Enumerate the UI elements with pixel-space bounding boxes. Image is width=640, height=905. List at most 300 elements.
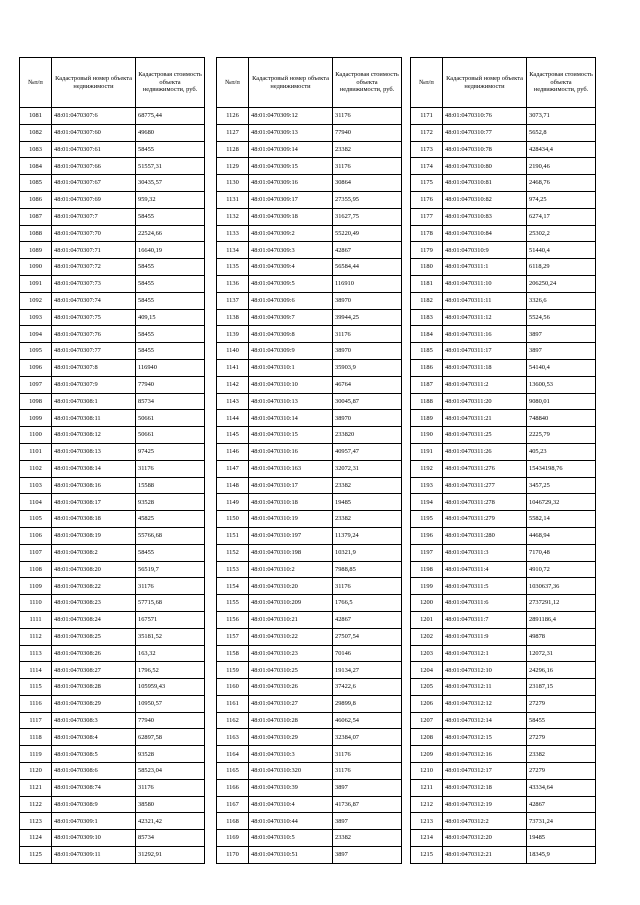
cadastral-number: 48:01:0470307:67 <box>52 175 136 192</box>
cadastral-number: 48:01:0470310:26 <box>249 679 333 696</box>
cadastral-number: 48:01:0470311:21 <box>443 410 527 427</box>
header-cadastral-value: Кадастровая стоимость объекта недвижимости, руб. <box>333 58 402 108</box>
table-row <box>411 763 596 780</box>
cadastral-number: 48:01:0470308:22 <box>52 578 136 595</box>
cadastral-number: 48:01:0470312:17 <box>443 763 527 780</box>
table-row <box>217 712 402 729</box>
table-row <box>20 679 205 696</box>
table-header-row <box>217 58 402 108</box>
cadastral-number: 48:01:0470311:16 <box>443 326 527 343</box>
table-row <box>20 124 205 141</box>
cadastral-value: 77940 <box>333 124 402 141</box>
cadastral-value: 23382 <box>333 511 402 528</box>
row-number: 1153 <box>217 561 249 578</box>
table-row <box>20 763 205 780</box>
row-number: 1207 <box>411 712 443 729</box>
cadastral-value: 15588 <box>136 477 205 494</box>
cadastral-value: 3897 <box>333 847 402 864</box>
table-row <box>411 796 596 813</box>
cadastral-value: 58455 <box>136 208 205 225</box>
row-number: 1205 <box>411 679 443 696</box>
table-row <box>217 259 402 276</box>
cadastral-number: 48:01:0470312:19 <box>443 796 527 813</box>
cadastral-number: 48:01:0470311:3 <box>443 544 527 561</box>
cadastral-number: 48:01:0470311:278 <box>443 494 527 511</box>
table-row <box>20 410 205 427</box>
table-row <box>411 746 596 763</box>
cadastral-value: 27279 <box>527 695 596 712</box>
cadastral-value: 31627,75 <box>333 208 402 225</box>
cadastral-number: 48:01:0470309:17 <box>249 191 333 208</box>
row-number: 1101 <box>20 443 52 460</box>
cadastral-number: 48:01:0470307:9 <box>52 376 136 393</box>
cadastral-value: 25302,2 <box>527 225 596 242</box>
cadastral-value: 31292,91 <box>136 847 205 864</box>
row-number: 1144 <box>217 410 249 427</box>
row-number: 1209 <box>411 746 443 763</box>
cadastral-value: 748840 <box>527 410 596 427</box>
row-number: 1111 <box>20 611 52 628</box>
cadastral-value: 62897,58 <box>136 729 205 746</box>
table-row <box>20 427 205 444</box>
table-row <box>411 242 596 259</box>
cadastral-number: 48:01:0470308:23 <box>52 595 136 612</box>
cadastral-value: 163,32 <box>136 645 205 662</box>
table-row <box>411 443 596 460</box>
cadastre-table-1 <box>19 57 205 864</box>
cadastral-value: 27355,95 <box>333 191 402 208</box>
cadastral-value: 43334,64 <box>527 779 596 796</box>
row-number: 1109 <box>20 578 52 595</box>
table-row <box>411 578 596 595</box>
cadastral-value: 42867 <box>527 796 596 813</box>
row-number: 1157 <box>217 628 249 645</box>
table-row <box>217 326 402 343</box>
cadastral-number: 48:01:0470309:9 <box>249 343 333 360</box>
row-number: 1117 <box>20 712 52 729</box>
table-row <box>217 578 402 595</box>
cadastral-number: 48:01:0470309:6 <box>249 292 333 309</box>
row-number: 1146 <box>217 443 249 460</box>
cadastral-number: 48:01:0470311:26 <box>443 443 527 460</box>
cadastral-number: 48:01:0470307:8 <box>52 359 136 376</box>
cadastral-value: 29899,8 <box>333 695 402 712</box>
cadastral-number: 48:01:0470311:18 <box>443 359 527 376</box>
cadastral-number: 48:01:0470309:12 <box>249 108 333 125</box>
cadastral-value: 50661 <box>136 410 205 427</box>
cadastral-value: 116910 <box>333 275 402 292</box>
row-number: 1190 <box>411 427 443 444</box>
cadastral-number: 48:01:0470309:18 <box>249 208 333 225</box>
row-number: 1156 <box>217 611 249 628</box>
table-row <box>217 443 402 460</box>
table-row <box>411 611 596 628</box>
cadastral-number: 48:01:0470310:29 <box>249 729 333 746</box>
row-number: 1147 <box>217 460 249 477</box>
cadastral-value: 85734 <box>136 393 205 410</box>
cadastral-value: 40957,47 <box>333 443 402 460</box>
cadastral-value: 233820 <box>333 427 402 444</box>
cadastral-value: 22524,66 <box>136 225 205 242</box>
cadastral-number: 48:01:0470309:14 <box>249 141 333 158</box>
cadastral-value: 38970 <box>333 410 402 427</box>
table-row <box>20 393 205 410</box>
row-number: 1137 <box>217 292 249 309</box>
cadastral-value: 54140,4 <box>527 359 596 376</box>
cadastral-value: 31176 <box>136 779 205 796</box>
row-number: 1171 <box>411 108 443 125</box>
cadastral-number: 48:01:0470310:15 <box>249 427 333 444</box>
cadastral-number: 48:01:0470308:9 <box>52 796 136 813</box>
row-number: 1127 <box>217 124 249 141</box>
cadastral-value: 959,32 <box>136 191 205 208</box>
table-row <box>217 175 402 192</box>
cadastral-value: 405,23 <box>527 443 596 460</box>
cadastral-value: 49878 <box>527 628 596 645</box>
cadastral-value: 23187,15 <box>527 679 596 696</box>
cadastral-number: 48:01:0470310:39 <box>249 779 333 796</box>
cadastral-number: 48:01:0470309:2 <box>249 225 333 242</box>
cadastral-number: 48:01:0470310:20 <box>249 578 333 595</box>
row-number: 1180 <box>411 259 443 276</box>
row-number: 1173 <box>411 141 443 158</box>
cadastral-number: 48:01:0470309:3 <box>249 242 333 259</box>
row-number: 1206 <box>411 695 443 712</box>
cadastral-number: 48:01:0470311:1 <box>443 259 527 276</box>
table-row <box>20 376 205 393</box>
cadastral-value: 19485 <box>333 494 402 511</box>
cadastral-number: 48:01:0470308:13 <box>52 443 136 460</box>
cadastral-number: 48:01:0470311:12 <box>443 309 527 326</box>
cadastral-number: 48:01:0470308:5 <box>52 746 136 763</box>
cadastral-value: 46062,54 <box>333 712 402 729</box>
row-number: 1193 <box>411 477 443 494</box>
cadastral-number: 48:01:0470309:7 <box>249 309 333 326</box>
table-row <box>217 847 402 864</box>
cadastral-number: 48:01:0470310:3 <box>249 746 333 763</box>
cadastral-number: 48:01:0470310:44 <box>249 813 333 830</box>
table-row <box>217 410 402 427</box>
cadastral-number: 48:01:0470308:27 <box>52 662 136 679</box>
table-row <box>411 477 596 494</box>
row-number: 1112 <box>20 628 52 645</box>
row-number: 1211 <box>411 779 443 796</box>
cadastral-number: 48:01:0470307:61 <box>52 141 136 158</box>
cadastral-number: 48:01:0470311:20 <box>443 393 527 410</box>
cadastral-number: 48:01:0470307:74 <box>52 292 136 309</box>
table-row <box>217 695 402 712</box>
table-row <box>20 477 205 494</box>
cadastral-value: 409,15 <box>136 309 205 326</box>
table-row <box>217 527 402 544</box>
table-row <box>411 309 596 326</box>
cadastral-value: 6118,29 <box>527 259 596 276</box>
cadastral-number: 48:01:0470310:76 <box>443 108 527 125</box>
table-row <box>411 544 596 561</box>
row-number: 1087 <box>20 208 52 225</box>
cadastral-value: 23382 <box>333 477 402 494</box>
cadastral-number: 48:01:0470309:5 <box>249 275 333 292</box>
row-number: 1174 <box>411 158 443 175</box>
cadastral-value: 42867 <box>333 611 402 628</box>
table-row <box>20 578 205 595</box>
table-row <box>20 309 205 326</box>
table-row <box>411 679 596 696</box>
table-row <box>217 359 402 376</box>
table-row <box>217 309 402 326</box>
row-number: 1131 <box>217 191 249 208</box>
table-row <box>411 645 596 662</box>
cadastral-value: 50661 <box>136 427 205 444</box>
cadastral-number: 48:01:0470311:17 <box>443 343 527 360</box>
table-row <box>217 796 402 813</box>
cadastral-number: 48:01:0470307:70 <box>52 225 136 242</box>
table-row <box>411 729 596 746</box>
cadastral-value: 7170,48 <box>527 544 596 561</box>
table-row <box>411 393 596 410</box>
table-row <box>217 343 402 360</box>
cadastral-value: 24296,16 <box>527 662 596 679</box>
cadastral-value: 3326,6 <box>527 292 596 309</box>
cadastral-number: 48:01:0470311:276 <box>443 460 527 477</box>
row-number: 1198 <box>411 561 443 578</box>
row-number: 1098 <box>20 393 52 410</box>
table-row <box>20 662 205 679</box>
cadastral-value: 3897 <box>527 343 596 360</box>
cadastral-number: 48:01:0470310:4 <box>249 796 333 813</box>
row-number: 1185 <box>411 343 443 360</box>
table-row <box>217 124 402 141</box>
row-number: 1145 <box>217 427 249 444</box>
table-row <box>217 813 402 830</box>
table-row <box>20 611 205 628</box>
table-row <box>411 108 596 125</box>
header-cadastral-number: Кадастровый номер объекта недвижимости <box>249 58 333 108</box>
cadastral-number: 48:01:0470307:66 <box>52 158 136 175</box>
row-number: 1181 <box>411 275 443 292</box>
cadastral-number: 48:01:0470309:13 <box>249 124 333 141</box>
row-number: 1116 <box>20 695 52 712</box>
row-number: 1148 <box>217 477 249 494</box>
row-number: 1094 <box>20 326 52 343</box>
table-row <box>411 695 596 712</box>
table-row <box>411 343 596 360</box>
cadastral-number: 48:01:0470310:9 <box>443 242 527 259</box>
table-row <box>411 175 596 192</box>
cadastre-table-3 <box>410 57 596 864</box>
cadastral-value: 58455 <box>136 326 205 343</box>
cadastral-value: 23382 <box>333 830 402 847</box>
cadastral-number: 48:01:0470312:15 <box>443 729 527 746</box>
cadastral-value: 2468,76 <box>527 175 596 192</box>
cadastral-number: 48:01:0470307:73 <box>52 275 136 292</box>
row-number: 1100 <box>20 427 52 444</box>
cadastral-number: 48:01:0470308:3 <box>52 712 136 729</box>
cadastral-value: 42321,42 <box>136 813 205 830</box>
cadastral-number: 48:01:0470311:5 <box>443 578 527 595</box>
cadastral-value: 12072,31 <box>527 645 596 662</box>
row-number: 1199 <box>411 578 443 595</box>
row-number: 1088 <box>20 225 52 242</box>
row-number: 1105 <box>20 511 52 528</box>
table-row <box>411 628 596 645</box>
cadastral-value: 10321,9 <box>333 544 402 561</box>
table-row <box>217 242 402 259</box>
table-row <box>20 208 205 225</box>
cadastral-number: 48:01:0470308:28 <box>52 679 136 696</box>
table-row <box>411 779 596 796</box>
cadastral-number: 48:01:0470312:20 <box>443 830 527 847</box>
table-row <box>411 494 596 511</box>
cadastral-number: 48:01:0470311:277 <box>443 477 527 494</box>
row-number: 1138 <box>217 309 249 326</box>
table-row <box>217 292 402 309</box>
cadastral-number: 48:01:0470308:4 <box>52 729 136 746</box>
cadastral-number: 48:01:0470310:77 <box>443 124 527 141</box>
cadastral-value: 1766,5 <box>333 595 402 612</box>
cadastral-value: 39944,25 <box>333 309 402 326</box>
row-number: 1167 <box>217 796 249 813</box>
row-number: 1186 <box>411 359 443 376</box>
table-row <box>411 376 596 393</box>
cadastral-value: 5582,14 <box>527 511 596 528</box>
row-number: 1204 <box>411 662 443 679</box>
cadastral-number: 48:01:0470308:6 <box>52 763 136 780</box>
row-number: 1165 <box>217 763 249 780</box>
cadastral-value: 31176 <box>333 763 402 780</box>
row-number: 1191 <box>411 443 443 460</box>
table-row <box>411 813 596 830</box>
cadastral-number: 48:01:0470310:25 <box>249 662 333 679</box>
row-number: 1132 <box>217 208 249 225</box>
table-row <box>217 393 402 410</box>
row-number: 1134 <box>217 242 249 259</box>
cadastral-number: 48:01:0470312:16 <box>443 746 527 763</box>
table-row <box>217 158 402 175</box>
cadastral-number: 48:01:0470311:4 <box>443 561 527 578</box>
cadastral-value: 27279 <box>527 729 596 746</box>
row-number: 1135 <box>217 259 249 276</box>
table-row <box>411 359 596 376</box>
cadastral-value: 5652,8 <box>527 124 596 141</box>
header-num: №п/п <box>20 58 52 108</box>
cadastral-number: 48:01:0470310:19 <box>249 511 333 528</box>
table-row <box>20 712 205 729</box>
table-row <box>20 628 205 645</box>
table-row <box>217 662 402 679</box>
cadastral-number: 48:01:0470310:5 <box>249 830 333 847</box>
cadastral-number: 48:01:0470310:23 <box>249 645 333 662</box>
table-row <box>217 511 402 528</box>
cadastral-value: 35903,9 <box>333 359 402 376</box>
table-row <box>20 343 205 360</box>
cadastral-number: 48:01:0470307:77 <box>52 343 136 360</box>
cadastral-value: 58455 <box>136 343 205 360</box>
row-number: 1113 <box>20 645 52 662</box>
row-number: 1213 <box>411 813 443 830</box>
cadastral-number: 48:01:0470308:1 <box>52 393 136 410</box>
table-row <box>217 477 402 494</box>
table-row <box>217 645 402 662</box>
cadastral-number: 48:01:0470310:84 <box>443 225 527 242</box>
cadastral-value: 23382 <box>527 746 596 763</box>
cadastral-value: 206250,24 <box>527 275 596 292</box>
cadastral-value: 38970 <box>333 343 402 360</box>
row-number: 1102 <box>20 460 52 477</box>
cadastral-number: 48:01:0470311:9 <box>443 628 527 645</box>
table-row <box>20 511 205 528</box>
cadastral-value: 46764 <box>333 376 402 393</box>
cadastral-number: 48:01:0470310:10 <box>249 376 333 393</box>
row-number: 1194 <box>411 494 443 511</box>
cadastral-number: 48:01:0470310:209 <box>249 595 333 612</box>
row-number: 1097 <box>20 376 52 393</box>
cadastral-value: 7988,85 <box>333 561 402 578</box>
row-number: 1203 <box>411 645 443 662</box>
table-row <box>20 813 205 830</box>
row-number: 1086 <box>20 191 52 208</box>
row-number: 1123 <box>20 813 52 830</box>
row-number: 1172 <box>411 124 443 141</box>
cadastral-number: 48:01:0470310:83 <box>443 208 527 225</box>
cadastral-value: 2737291,12 <box>527 595 596 612</box>
table-row <box>20 359 205 376</box>
table-row <box>217 729 402 746</box>
cadastral-value: 31176 <box>333 578 402 595</box>
cadastral-value: 30435,57 <box>136 175 205 192</box>
row-number: 1162 <box>217 712 249 729</box>
table-row <box>217 595 402 612</box>
cadastral-number: 48:01:0470310:13 <box>249 393 333 410</box>
row-number: 1155 <box>217 595 249 612</box>
cadastral-value: 15434198,76 <box>527 460 596 477</box>
row-number: 1169 <box>217 830 249 847</box>
table-row <box>217 191 402 208</box>
table-row <box>411 427 596 444</box>
table-row <box>411 259 596 276</box>
cadastral-number: 48:01:0470307:6 <box>52 108 136 125</box>
cadastral-value: 51440,4 <box>527 242 596 259</box>
row-number: 1176 <box>411 191 443 208</box>
row-number: 1183 <box>411 309 443 326</box>
row-number: 1212 <box>411 796 443 813</box>
row-number: 1115 <box>20 679 52 696</box>
cadastral-number: 48:01:0470309:11 <box>52 847 136 864</box>
row-number: 1108 <box>20 561 52 578</box>
cadastral-value: 51557,31 <box>136 158 205 175</box>
row-number: 1096 <box>20 359 52 376</box>
row-number: 1202 <box>411 628 443 645</box>
cadastral-number: 48:01:0470310:22 <box>249 628 333 645</box>
cadastral-number: 48:01:0470308:74 <box>52 779 136 796</box>
row-number: 1089 <box>20 242 52 259</box>
cadastral-value: 974,25 <box>527 191 596 208</box>
cadastral-number: 48:01:0470310:197 <box>249 527 333 544</box>
table-row <box>217 225 402 242</box>
row-number: 1133 <box>217 225 249 242</box>
cadastral-value: 77940 <box>136 376 205 393</box>
table-row <box>411 208 596 225</box>
row-number: 1168 <box>217 813 249 830</box>
cadastral-value: 93528 <box>136 494 205 511</box>
row-number: 1124 <box>20 830 52 847</box>
cadastral-number: 48:01:0470308:2 <box>52 544 136 561</box>
cadastral-value: 167571 <box>136 611 205 628</box>
table-row <box>217 108 402 125</box>
table-row <box>217 679 402 696</box>
table-row <box>411 830 596 847</box>
table-row <box>20 225 205 242</box>
